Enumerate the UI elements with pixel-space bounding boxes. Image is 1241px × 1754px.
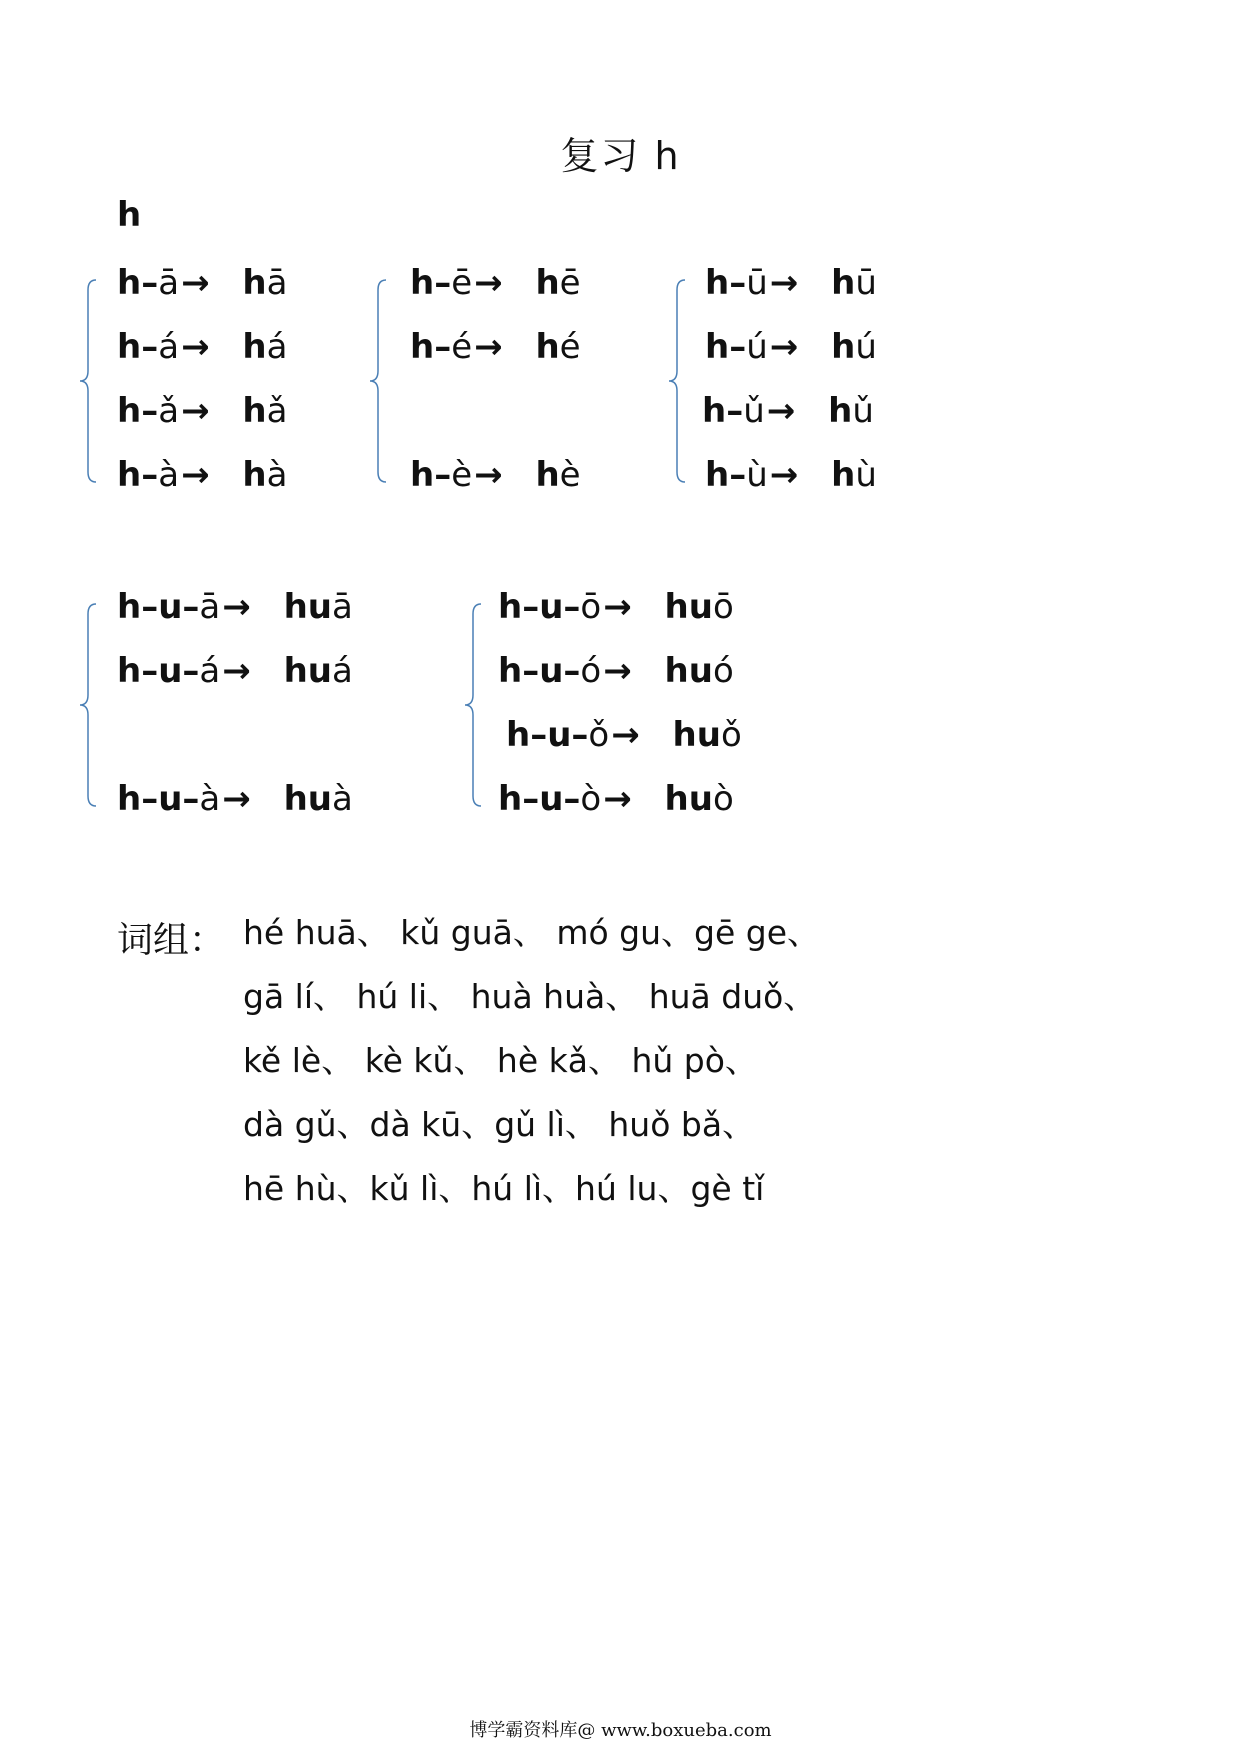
brace-group-ua <box>78 602 98 808</box>
word-line: gā lí、 hú li、 huà huà、 huā duǒ、 <box>243 977 817 1016</box>
syllable-row: h–u–ǒ→ huǒ <box>506 715 742 755</box>
syllable-row: h–u–á→ huá <box>117 651 353 691</box>
syllable-row: h–u–ā→ huā <box>117 587 353 627</box>
syllable-row: h–ú→ hú <box>705 327 877 367</box>
syllable-row: h–u–ō→ huō <box>498 587 734 627</box>
syllable-row: h–ǎ→ hǎ <box>117 391 288 431</box>
syllable-row: h–é→ hé <box>410 327 581 367</box>
syllable-row: h–è→ hè <box>410 455 581 495</box>
word-line: dà gǔ、dà kū、gǔ lì、 huǒ bǎ、 <box>243 1105 756 1144</box>
syllable-row: h–ū→ hū <box>705 263 877 303</box>
initial-letter: h <box>117 195 142 235</box>
syllable-row: h–ā→ hā <box>117 263 288 303</box>
syllable-row: h–u–ò→ huò <box>498 779 734 819</box>
syllable-row: h–ǔ→ hǔ <box>702 391 874 431</box>
brace-group-uo <box>463 602 483 808</box>
syllable-row: h–u–ó→ huó <box>498 651 734 691</box>
footer-watermark: 博学霸资料库@ www.boxueba.com <box>469 1720 772 1741</box>
word-line: kě lè、 kè kǔ、 hè kǎ、 hǔ pò、 <box>243 1041 758 1080</box>
syllable-row: h–ē→ hē <box>410 263 581 303</box>
brace-group-e <box>368 278 388 484</box>
syllable-row: h–ù→ hù <box>705 455 877 495</box>
page-title: 复习 h <box>560 134 681 178</box>
syllable-row: h–u–à→ huà <box>117 779 353 819</box>
syllable-row: h–à→ hà <box>117 455 288 495</box>
syllable-row: h–á→ há <box>117 327 288 367</box>
word-line: hē hù、kǔ lì、hú lì、hú lu、gè tǐ <box>243 1169 765 1208</box>
brace-group-a <box>78 278 98 484</box>
word-line: hé huā、 kǔ guā、 mó gu、gē ge、 <box>243 913 821 952</box>
words-label: 词组： <box>117 920 226 961</box>
brace-group-u <box>667 278 687 484</box>
